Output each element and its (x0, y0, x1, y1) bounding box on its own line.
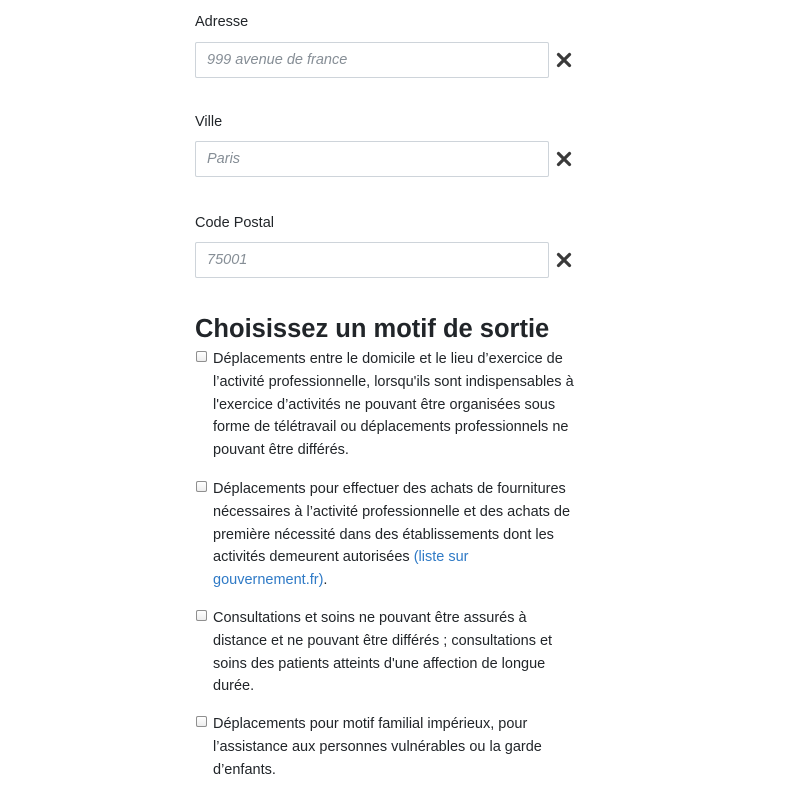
clear-city-button[interactable] (552, 147, 576, 171)
x-icon (556, 252, 572, 268)
x-icon (556, 151, 572, 167)
postal-code-row (195, 242, 580, 278)
city-label: Ville (195, 114, 223, 130)
gouvernement-link[interactable]: (liste sur gouvernement.fr) (213, 549, 469, 589)
reason-suffix-shopping: . (323, 572, 328, 589)
address-row (195, 42, 580, 78)
clear-postal-code-button[interactable] (552, 248, 576, 272)
reason-text-family: Déplacements pour motif familial impérieux, pour l’assistance aux personnes vulnérables ou la garde d’enfants. (213, 716, 542, 778)
reasons-title: Choisissez un motif de sortie (195, 315, 550, 343)
postal-code-label: Code Postal (195, 215, 274, 231)
reason-checkbox-work[interactable] (196, 351, 207, 362)
reason-text-shopping: Déplacements pour effectuer des achats de fournitures nécessaires à l’activité professionnelle et des achats de première nécessité dans des établissements dont les activités demeurent autorisées (213, 481, 571, 566)
address-input[interactable] (195, 42, 549, 78)
reason-label-work[interactable] (213, 348, 578, 462)
reason-label-family[interactable] (213, 713, 578, 781)
city-input[interactable] (195, 141, 549, 177)
reason-label-health[interactable] (213, 607, 578, 698)
x-icon (556, 52, 572, 68)
postal-code-input[interactable] (195, 242, 549, 278)
address-label: Adresse (195, 14, 249, 30)
reason-checkbox-family[interactable] (196, 716, 207, 727)
reason-checkbox-shopping[interactable] (196, 481, 207, 492)
reason-text-health: Consultations et soins ne pouvant être assurés à distance et ne pouvant être différés ; consultations et soins des patients atteints d'une affection de longue durée. (213, 610, 553, 695)
reason-text-work: Déplacements entre le domicile et le lieu d’exercice de l’activité professionnelle, lorsqu'ils sont indispensables à l'exercice d’activités ne pouvant être organisées sous forme de télétravail ou déplacements professionnels ne pouvant être différés. (213, 351, 574, 459)
reason-checkbox-health[interactable] (196, 610, 207, 621)
reason-label-shopping[interactable] (213, 478, 578, 592)
city-row (195, 141, 580, 177)
clear-address-button[interactable] (552, 48, 576, 72)
